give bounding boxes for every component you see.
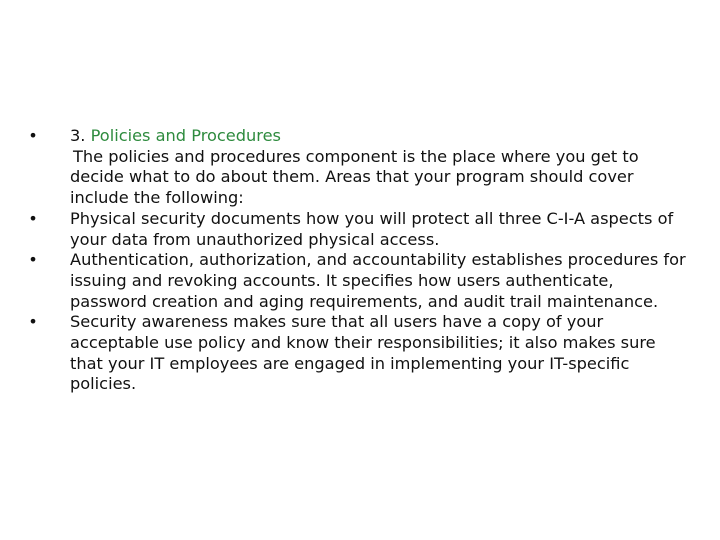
bullet-text: Physical security documents how you will protect all three C-I-A aspects of your data from unauthorized physical access. bbox=[70, 208, 674, 249]
bullet-list bbox=[0, 126, 720, 395]
section-number: 3. bbox=[70, 126, 86, 145]
bullet-dot: • bbox=[28, 250, 38, 270]
bullet-item bbox=[0, 250, 720, 312]
bullet-dot: • bbox=[28, 312, 38, 332]
section-intro: The policies and procedures component is the place where you get to decide what to do about them. Areas that your program should cover include the following: bbox=[70, 146, 639, 208]
bullet-text-heading bbox=[70, 126, 690, 209]
bullet-dot: • bbox=[28, 208, 38, 228]
bullet-item bbox=[0, 312, 720, 395]
bullet-text: Security awareness makes sure that all users have a copy of your acceptable use policy and know their responsibilities; it also makes sure that your IT employees are engaged in implementing your IT-specific policies. bbox=[70, 312, 656, 394]
section-title: Policies and Procedures bbox=[90, 126, 281, 145]
bullet-text: Authentication, authorization, and accountability establishes procedures for issuing and revoking accounts. It specifies how users authenticate, password creation and aging requirements, and audit trail maintenance. bbox=[70, 250, 686, 311]
bullet-dot: • bbox=[28, 126, 38, 145]
bullet-item-heading bbox=[0, 126, 720, 209]
bullet-item bbox=[0, 209, 720, 250]
